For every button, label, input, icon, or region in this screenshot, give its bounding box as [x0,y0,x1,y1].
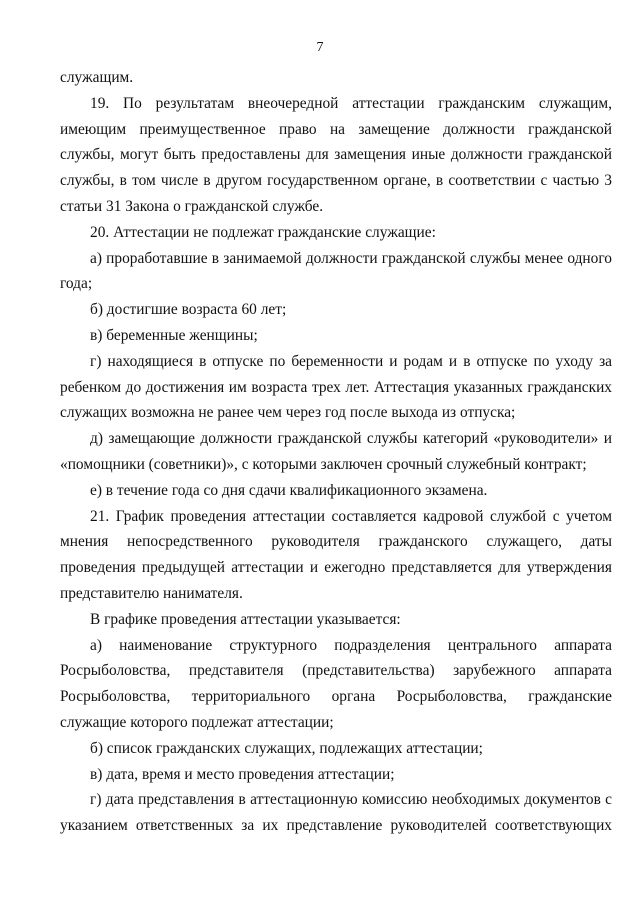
paragraph-continuation: служащим. [60,69,134,86]
paragraph-subitem-v: в) беременные женщины; [90,326,258,344]
paragraph-subitem-d: д) замещающие должности гражданской службы категорий «руководители» и «помощники (советники)», с которыми заключен срочный служебный контракт; [60,430,612,473]
paragraph-subitem-a: а) проработавшие в занимаемой должности гражданской службы менее одного года; [60,249,612,293]
paragraph-schedule-g: г) дата представления в аттестационную комиссию необходимых документов с указанием ответственных за их представление руководителей соответствующих [60,791,612,835]
document-body [60,65,612,839]
paragraph-schedule-v: в) дата, время и место проведения аттестации; [90,765,395,783]
paragraph-item-21: 21. График проведения аттестации составляется кадровой службой с учетом мнения непосредственного руководителя гражданского служащего, даты проведения предыдущей аттестации и ежегодно представляется для утверждения представителю нанимателя. [60,507,612,602]
paragraph-subitem-b: б) достигшие возраста 60 лет; [90,301,287,319]
paragraph-subitem-e: е) в течение года со дня сдачи квалификационного экзамена. [90,481,488,499]
page-number: 7 [316,40,324,55]
paragraph-item-20: 20. Аттестации не подлежат гражданские служащие: [90,223,436,241]
paragraph-schedule-intro: В графике проведения аттестации указывается: [90,610,401,628]
paragraph-subitem-g: г) находящиеся в отпуске по беременности и родам и в отпуске по уходу за ребенком до достижения им возраста трех лет. Аттестация указанных гражданских служащих возможна не ранее чем через год после выхода из отпуска; [60,352,612,422]
paragraph-schedule-b: б) список гражданских служащих, подлежащих аттестации; [90,739,483,757]
paragraph-item-19: 19. По результатам внеочередной аттестации гражданским служащим, имеющим преимущественное право на замещение должности гражданской службы, могут быть предоставлены для замещения иные должности гражданской службы, в том числе в другом государственном органе, в соответствии с частью 3 статьи 31 Закона о гражданской службе. [60,94,612,215]
paragraph-schedule-a: а) наименование структурного подразделения центрального аппарата Росрыболовства, представителя (представительства) зарубежного аппарата Росрыболовства, территориального органа Росрыболовства, гражданские служащие которого подлежат аттестации; [60,636,612,731]
